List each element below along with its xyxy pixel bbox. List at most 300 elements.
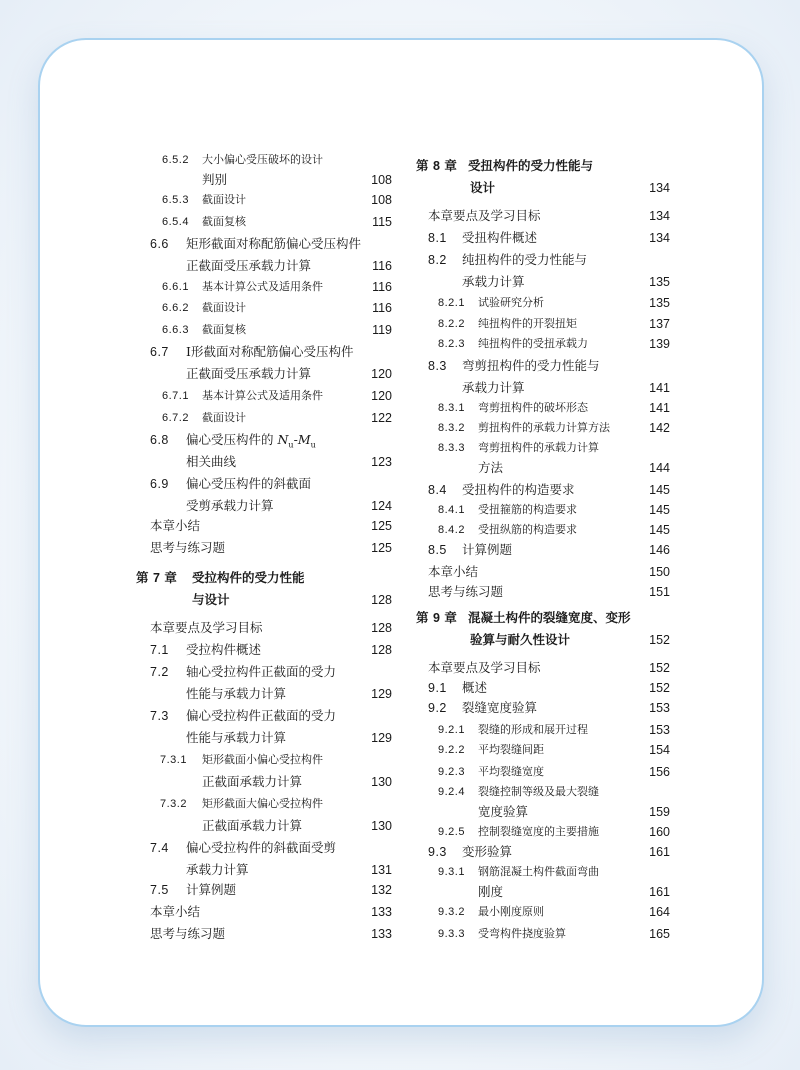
leader-dots [520,842,640,862]
leader-dots [533,272,641,292]
toc-page-number: 139 [649,337,670,351]
toc-entry-title: 思考与练习题 [428,584,504,599]
toc-entry[interactable] [412,418,670,438]
toc-entry[interactable] [130,706,392,726]
toc-entry[interactable] [130,364,392,384]
leader-dots [596,398,640,418]
leader-dots [254,298,362,318]
toc-entry-number: 8.3.1 [438,402,465,414]
toc-entry-title: 轴心受拉构件正截面的受力 [186,664,337,679]
leader-dots [503,178,640,198]
toc-entry-number: 8.3.3 [438,442,465,454]
leader-dots [269,640,362,660]
toc-page-number: 159 [649,805,670,819]
toc-entry-number: 9.3 [428,845,447,859]
toc-entry-title: 承载力计算 [462,274,525,289]
toc-page-number: 146 [649,543,670,557]
toc-entry-title: 平均裂缝宽度 [478,765,544,778]
toc-entry[interactable] [412,862,670,882]
toc-entry-number: 9.3.2 [438,906,465,918]
toc-entry-number: 8.4 [428,483,447,497]
leader-dots [552,293,640,313]
toc-entry-number: 7.2 [150,665,169,679]
toc-entry[interactable] [412,398,670,418]
leader-dots [596,334,640,354]
toc-page-number: 150 [649,565,670,579]
toc-page-number: 137 [649,317,670,331]
leader-dots [310,816,362,836]
toc-entry[interactable] [412,314,670,334]
toc-entry-number: 6.9 [150,477,169,491]
toc-entry[interactable] [412,658,670,678]
toc-entry[interactable] [412,378,670,398]
toc-entry[interactable] [130,277,392,297]
toc-entry-title: 正截面承载力计算 [202,774,303,789]
toc-entry-title: 剪扭构件的承载力计算方法 [478,421,610,434]
toc-entry-title: 弯剪扭构件的破坏形态 [478,401,588,414]
leader-dots [552,740,640,760]
toc-entry[interactable] [412,272,670,292]
toc-entry[interactable] [130,516,392,536]
leader-dots [271,618,363,638]
toc-page-number: 152 [649,633,670,647]
leader-dots [583,480,641,500]
toc-entry[interactable] [130,590,392,610]
toc-entry-number: 6.7.1 [162,390,189,402]
toc-entry[interactable] [412,356,670,376]
toc-entry[interactable] [130,838,392,858]
toc-page-number: 131 [371,863,392,877]
toc-entry-number: 6.5.2 [162,154,189,166]
toc-page-number: 154 [649,743,670,757]
toc-entry-title: 本章小结 [428,564,479,579]
toc-entry[interactable] [412,608,670,628]
toc-entry-title: 受扭构件概述 [462,230,538,245]
toc-entry-title: 受拉构件概述 [186,642,262,657]
toc-entry-title: 受扭箍筋的构造要求 [478,503,577,516]
toc-entry[interactable] [130,662,392,682]
toc-entry-title: 正截面受压承载力计算 [186,258,312,273]
toc-entry[interactable] [130,474,392,494]
leader-dots [495,678,640,698]
toc-entry-title: 最小刚度原则 [478,905,544,918]
toc-page-number: 128 [371,621,392,635]
leader-dots [238,590,363,610]
toc-page-number: 153 [649,701,670,715]
toc-entry-title: 受扭构件的受力性能与 [468,158,594,173]
toc-entry-title: 控制裂缝宽度的主要措施 [478,825,599,838]
toc-page-number: 135 [649,296,670,310]
toc-entry[interactable] [412,156,670,176]
toc-page-number: 133 [371,927,392,941]
toc-entry[interactable] [412,720,670,740]
toc-entry[interactable] [412,438,670,458]
leader-dots [235,170,362,190]
toc-entry-title: 性能与承载力计算 [186,686,287,701]
toc-entry-title: 偏心受拉构件正截面的受力 [186,708,337,723]
toc-entry-title: 截面设计 [202,411,246,424]
toc-entry[interactable] [130,190,392,210]
toc-entry-title: 方法 [478,460,504,475]
toc-entry-title: 本章小结 [150,518,201,533]
toc-entry[interactable] [130,408,392,428]
toc-page-number: 129 [371,731,392,745]
toc-entry[interactable] [412,740,670,760]
toc-entry-number: 7.3 [150,709,169,723]
leader-dots [208,902,362,922]
toc-page-number: 151 [649,585,670,599]
toc-entry-number: 6.6.3 [162,324,189,336]
toc-entry[interactable] [412,924,670,944]
toc-entry[interactable] [130,794,392,814]
toc-entry-title: 截面设计 [202,301,246,314]
toc-entry-title: 矩形截面小偏心受拉构件 [202,753,323,766]
toc-entry[interactable] [130,684,392,704]
toc-entry[interactable] [130,234,392,254]
toc-entry-title: 受扭纵筋的构造要求 [478,523,577,536]
toc-entry-title: 混凝土构件的裂缝宽度、变形 [468,610,631,625]
toc-entry-number: 7.3.1 [160,754,187,766]
leader-dots [578,630,640,650]
toc-entry[interactable] [412,678,670,698]
toc-page-number: 134 [649,181,670,195]
leader-dots [331,386,362,406]
toc-page-number: 145 [649,523,670,537]
toc-entry[interactable] [412,520,670,540]
toc-page-number: 161 [649,845,670,859]
toc-page-number: 160 [649,825,670,839]
leader-dots [545,698,640,718]
leader-dots [585,314,640,334]
toc-page-number: 122 [371,411,392,425]
toc-entry-title: 偏心受压构件的 $N_u-M_u$ [186,432,316,450]
toc-entry-title: 验算与耐久性设计 [470,632,571,647]
toc-entry-number: 7.1 [150,643,169,657]
toc-entry-title: 判别 [202,172,228,187]
leader-dots [233,538,362,558]
toc-entry-title: 性能与承载力计算 [186,730,287,745]
toc-entry[interactable] [130,538,392,558]
toc-entry-title: 裂缝宽度验算 [462,700,538,715]
toc-page-number: 129 [371,687,392,701]
toc-page-number: 130 [371,819,392,833]
toc-entry[interactable] [412,178,670,198]
toc-page-number: 116 [372,259,392,273]
toc-entry[interactable] [130,386,392,406]
toc-entry[interactable] [130,256,392,276]
toc-entry-title: 正截面受压承载力计算 [186,366,312,381]
leader-dots [618,418,640,438]
leader-dots [511,582,640,602]
toc-entry-title: 裂缝控制等级及最大裂缝 [478,785,599,798]
toc-entry-number: 9.2.3 [438,766,465,778]
leader-dots [585,500,640,520]
toc-entry-number: 9.2.2 [438,744,465,756]
toc-page-number: 152 [649,661,670,675]
toc-entry-title: 偏心受压构件的斜截面 [186,476,312,491]
toc-entry[interactable] [130,430,392,450]
toc-entry-number: 8.1 [428,231,447,245]
toc-entry-number: 6.5.3 [162,194,189,206]
toc-entry[interactable] [412,500,670,520]
leader-dots [254,320,362,340]
toc-page-number: 124 [371,499,392,513]
toc-entry-title: 相关曲线 [186,454,237,469]
toc-entry-title: 基本计算公式及适用条件 [202,280,323,293]
toc-entry[interactable] [130,924,392,944]
toc-entry-title: 纯扭构件的受力性能与 [462,252,588,267]
toc-entry-number: 9.2.5 [438,826,465,838]
toc-entry-title: 宽度验算 [478,804,529,819]
toc-entry-number: 8.2.3 [438,338,465,350]
toc-entry[interactable] [412,842,670,862]
toc-entry-number: 9.3.1 [438,866,465,878]
toc-page-number: 133 [371,905,392,919]
toc-entry-title: 偏心受拉构件的斜截面受剪 [186,840,337,855]
toc-entry-number: 第 8 章 [416,159,458,173]
toc-entry[interactable] [412,480,670,500]
toc-page-number: 161 [649,885,670,899]
toc-entry-number: 8.4.1 [438,504,465,516]
toc-entry[interactable] [130,618,392,638]
toc-page-number: 116 [372,280,392,294]
toc-entry[interactable] [412,206,670,226]
toc-entry-title: 受弯构件挠度验算 [478,927,566,940]
toc-entry-number: 9.2.4 [438,786,465,798]
toc-page-number: 128 [371,593,392,607]
leader-dots [331,277,362,297]
toc-entry-title: 截面复核 [202,323,246,336]
toc-entry-title: 矩形截面大偏心受拉构件 [202,797,323,810]
toc-page-number: 128 [371,643,392,657]
toc-page-number: 123 [371,455,392,469]
leader-dots [607,822,640,842]
toc-entry-title: 弯剪扭构件的承载力计算 [478,441,599,454]
toc-page-number: 134 [649,209,670,223]
toc-entry-title: 与设计 [192,592,230,607]
toc-page-number: 145 [649,503,670,517]
toc-entry-number: 9.1 [428,681,447,695]
toc-page-number: 141 [649,381,670,395]
toc-entry-title: 受剪承载力计算 [186,498,274,513]
toc-page-number: 134 [649,231,670,245]
toc-entry-number: 7.4 [150,841,169,855]
toc-entry[interactable] [130,640,392,660]
toc-entry-number: 第 9 章 [416,611,458,625]
toc-entry-title: 本章要点及学习目标 [428,660,541,675]
toc-entry-title: 基本计算公式及适用条件 [202,389,323,402]
toc-entry-number: 8.3.2 [438,422,465,434]
toc-entry-number: 6.5.4 [162,216,189,228]
toc-page-number: 153 [649,723,670,737]
leader-dots [585,520,640,540]
toc-entry-number: 9.2 [428,701,447,715]
toc-page-number: 116 [372,301,392,315]
toc-page-number: 164 [649,905,670,919]
leader-dots [310,772,362,792]
toc-page-number: 108 [371,193,392,207]
toc-entry-number: 第 7 章 [136,571,178,585]
toc-page-number: 115 [372,215,392,229]
toc-entry[interactable] [130,298,392,318]
toc-entry-number: 9.2.1 [438,724,465,736]
toc-entry-title: 截面复核 [202,215,246,228]
toc-entry[interactable] [130,320,392,340]
leader-dots [536,802,640,822]
toc-entry-number: 8.3 [428,359,447,373]
toc-entry-title: 计算例题 [462,542,513,557]
toc-page-number: 119 [372,323,392,337]
toc-page-number: 125 [371,541,392,555]
toc-entry[interactable] [412,540,670,560]
toc-entry-title: 纯扭构件的受扭承载力 [478,337,588,350]
leader-dots [486,562,640,582]
toc-entry[interactable] [130,568,392,588]
leader-dots [257,860,363,880]
leader-dots [552,762,640,782]
toc-entry-title: Ⅰ形截面对称配筋偏心受压构件 [186,344,354,359]
toc-entry[interactable] [412,293,670,313]
leader-dots [294,684,362,704]
leader-dots [511,882,640,902]
leader-dots [545,228,640,248]
toc-entry-title: 本章要点及学习目标 [428,208,541,223]
toc-entry[interactable] [130,342,392,362]
toc-entry-title: 思考与练习题 [150,926,226,941]
toc-page-number: 142 [649,421,670,435]
toc-entry-title: 设计 [470,180,496,195]
leader-dots [533,378,641,398]
leader-dots [319,364,362,384]
leader-dots [574,924,640,944]
toc-page-number: 132 [371,883,392,897]
toc-entry-title: 大小偏心受压破坏的设计 [202,153,323,166]
toc-entry-number: 6.7.2 [162,412,189,424]
toc-entry[interactable] [412,782,670,802]
toc-page-number: 120 [371,389,392,403]
toc-entry[interactable] [412,228,670,248]
leader-dots [208,516,362,536]
toc-entry-title: 裂缝的形成和展开过程 [478,723,588,736]
toc-page-number: 156 [649,765,670,779]
toc-entry[interactable] [130,816,392,836]
toc-page-number: 120 [371,367,392,381]
leader-dots [244,880,362,900]
leader-dots [254,212,362,232]
toc-entry[interactable] [412,762,670,782]
toc-entry[interactable] [412,582,670,602]
toc-entry-title: 本章小结 [150,904,201,919]
toc-entry[interactable] [130,496,392,516]
leader-dots [233,924,362,944]
toc-entry-number: 6.6.1 [162,281,189,293]
toc-page-number: 135 [649,275,670,289]
toc-entry-number: 6.7 [150,345,169,359]
toc-entry[interactable] [412,822,670,842]
toc-entry[interactable] [130,902,392,922]
leader-dots [520,540,640,560]
toc-entry-title: 纯扭构件的开裂扭矩 [478,317,577,330]
toc-page-number: 145 [649,483,670,497]
toc-entry[interactable] [130,170,392,190]
toc-entry[interactable] [412,630,670,650]
toc-entry[interactable] [130,750,392,770]
toc-entry[interactable] [412,250,670,270]
toc-page-number: 141 [649,401,670,415]
toc-entry[interactable] [412,562,670,582]
toc-page-number: 125 [371,519,392,533]
toc-entry[interactable] [412,882,670,902]
toc-entry-number: 7.5 [150,883,169,897]
toc-entry-title: 思考与练习题 [150,540,226,555]
leader-dots [294,728,362,748]
toc-entry[interactable] [130,772,392,792]
toc-entry[interactable] [130,860,392,880]
leader-dots [552,902,640,922]
toc-entry[interactable] [130,880,392,900]
leader-dots [511,458,640,478]
toc-page-number: 130 [371,775,392,789]
toc-entry[interactable] [130,728,392,748]
toc-entry-title: 承载力计算 [186,862,249,877]
leader-dots [282,496,363,516]
toc-entry[interactable] [412,802,670,822]
toc-entry-number: 6.6 [150,237,169,251]
toc-entry-number: 9.3.3 [438,928,465,940]
toc-entry-title: 钢筋混凝土构件截面弯曲 [478,865,599,878]
toc-entry-number: 8.2 [428,253,447,267]
leader-dots [244,452,362,472]
leader-dots [254,190,362,210]
toc-entry-title: 受拉构件的受力性能 [192,570,305,585]
leader-dots [549,206,641,226]
toc-entry-title: 概述 [462,680,488,695]
leader-dots [596,720,640,740]
toc-entry-number: 8.4.2 [438,524,465,536]
toc-entry-title: 弯剪扭构件的受力性能与 [462,358,600,373]
toc-entry-number: 6.6.2 [162,302,189,314]
toc-entry[interactable] [130,150,392,170]
toc-entry-number: 8.2.2 [438,318,465,330]
toc-entry-title: 受扭构件的构造要求 [462,482,575,497]
toc-entry-number: 8.5 [428,543,447,557]
toc-entry-title: 矩形截面对称配筋偏心受压构件 [186,236,362,251]
toc-entry-title: 平均裂缝间距 [478,743,544,756]
toc-entry[interactable] [130,452,392,472]
toc-entry-title: 正截面承载力计算 [202,818,303,833]
toc-entry-title: 试验研究分析 [478,296,544,309]
toc-entry[interactable] [130,212,392,232]
toc-entry-title: 变形验算 [462,844,513,859]
toc-entry-number: 7.3.2 [160,798,187,810]
toc-entry-title: 刚度 [478,884,504,899]
toc-entry[interactable] [412,458,670,478]
leader-dots [319,256,362,276]
toc-entry[interactable] [412,334,670,354]
toc-entry-title: 计算例题 [186,882,237,897]
toc-entry-number: 8.2.1 [438,297,465,309]
toc-entry-title: 本章要点及学习目标 [150,620,263,635]
toc-page-number: 108 [371,173,392,187]
toc-page-number: 152 [649,681,670,695]
toc-page-number: 144 [649,461,670,475]
toc-entry[interactable] [412,902,670,922]
toc-entry-title: 承载力计算 [462,380,525,395]
leader-dots [549,658,641,678]
toc-entry[interactable] [412,698,670,718]
leader-dots [254,408,362,428]
toc-page-number: 165 [649,927,670,941]
